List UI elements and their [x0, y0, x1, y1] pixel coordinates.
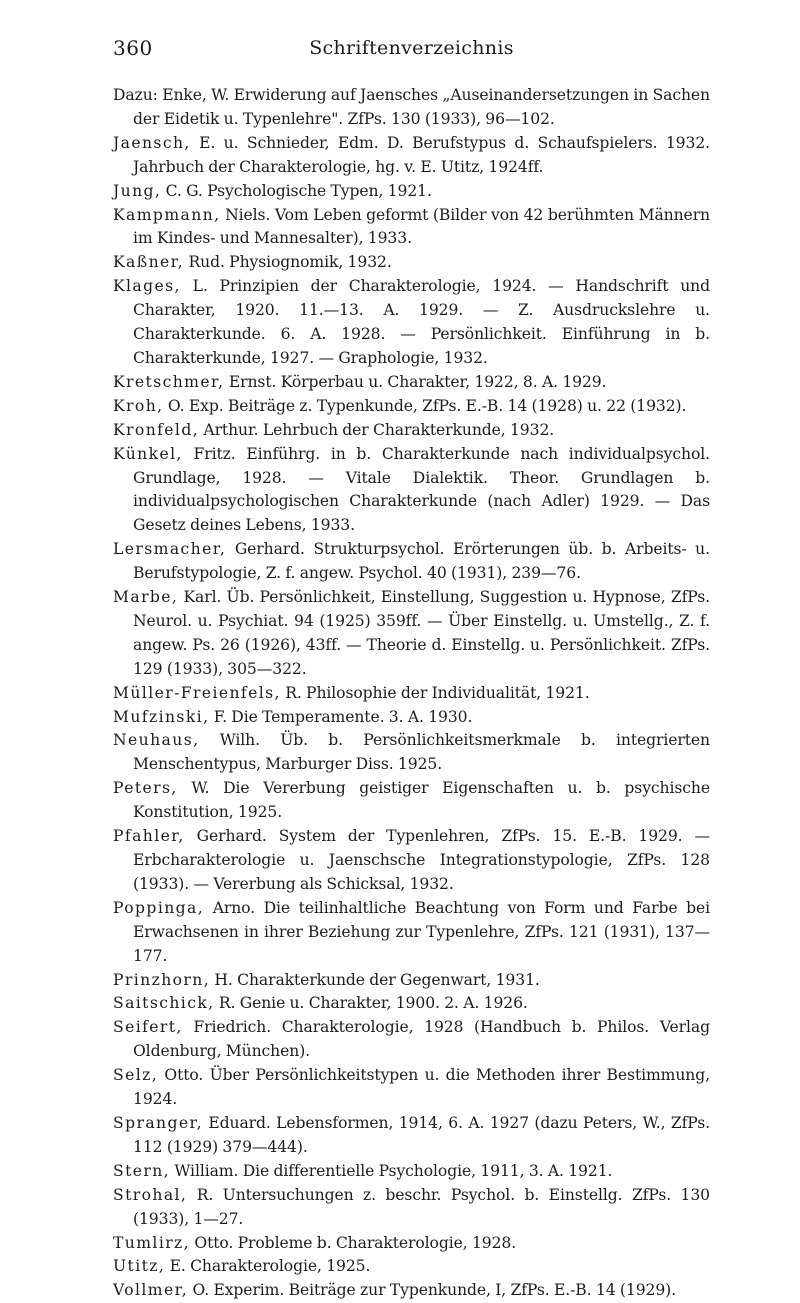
bibliography-entry — [113, 1232, 710, 1256]
bibliography-entry — [113, 251, 710, 275]
entry-author: Tumlirz, — [113, 1233, 191, 1252]
bibliography-entry — [113, 180, 710, 204]
entry-author: Kronfeld, — [113, 420, 200, 439]
entry-text: Wilh. Üb. b. Persönlichkeitsmerkmale b. integrierten Menschentypus, Marburger Diss. 1925. — [133, 731, 710, 774]
entry-text: F. Die Temperamente. 3. A. 1930. — [209, 707, 473, 726]
entry-text: Gerhard. Strukturpsychol. Erörterungen üb. b. Arbeits- u. Berufstypologie, Z. f. angew. Psychol. 40 (1931), 239—76. — [133, 540, 710, 583]
entry-text: R. Philosophie der Individualität, 1921. — [280, 683, 590, 702]
bibliography-entry — [113, 1112, 710, 1160]
page-header — [113, 36, 710, 68]
bibliography-entry — [113, 132, 710, 180]
entry-author: Mufzinski, — [113, 707, 210, 726]
bibliography-entry — [113, 992, 710, 1016]
bibliography-entry — [113, 204, 710, 252]
bibliography-entry — [113, 729, 710, 777]
entry-author: Kampmann, — [113, 205, 221, 224]
entry-author: Lersmacher, — [113, 540, 227, 559]
bibliography-entry — [113, 1255, 710, 1279]
entry-author: Spranger, — [113, 1113, 203, 1132]
bibliography-entry — [113, 275, 710, 371]
entry-author: Utitz, — [113, 1257, 166, 1276]
entry-text: O. Experim. Beiträge zur Typenkunde, I, ZfPs. E.-B. 14 (1929). — [188, 1281, 676, 1300]
entry-author: Strohal, — [113, 1185, 188, 1204]
bibliography-entry — [113, 1184, 710, 1232]
entry-author: Pfahler, — [113, 827, 185, 846]
entry-text: R. Untersuchungen z. beschr. Psychol. b. Einstellg. ZfPs. 130 (1933), 1—27. — [133, 1185, 710, 1228]
entry-text: W. Die Vererbung geistiger Eigenschaften u. b. psychische Konstitution, 1925. — [133, 779, 710, 822]
entry-author: Selz, — [113, 1066, 159, 1085]
bibliography-entry — [113, 443, 710, 539]
entry-author: Vollmer, — [113, 1281, 189, 1300]
entry-text: Dazu: Enke, W. Erwiderung auf Jaensches „Auseinandersetzungen in Sachen der Eidetik u. Typenlehre". ZfPs. 130 (1933), 96—102. — [113, 86, 710, 128]
bibliography-entry — [113, 1064, 710, 1112]
bibliography-entry — [113, 395, 710, 419]
entry-author: Müller-Freienfels, — [113, 683, 281, 702]
entry-text: E. Charakterologie, 1925. — [165, 1257, 371, 1276]
bibliography-entry — [113, 777, 710, 825]
entry-text: Rud. Physiognomik, 1932. — [184, 253, 392, 272]
entry-author: Marbe, — [113, 588, 179, 607]
bibliography-entry — [113, 969, 710, 993]
entry-author: Seifert, — [113, 1018, 183, 1037]
entry-author: Kroh, — [113, 396, 164, 415]
bibliography-entry — [113, 586, 710, 682]
entry-text: Otto. Probleme b. Charakterologie, 1928. — [190, 1233, 517, 1252]
bibliography-entry — [113, 1160, 710, 1184]
entry-text: Karl. Üb. Persönlichkeit, Einstellung, Suggestion u. Hypnose, ZfPs. Neurol. u. Psychiat. 94 (1925) 359ff. — Über Einstellg. u. Umstellg., Z. f. angew. Ps. 26 (1926), 43ff. — Theorie d. Einstellg. u. Persönlichkeit. ZfPs. 129 (1933), 305—322. — [133, 588, 710, 678]
bibliography-entry — [113, 825, 710, 897]
entry-text: Eduard. Lebensformen, 1914, 6. A. 1927 (dazu Peters, W., ZfPs. 112 (1929) 379—444). — [133, 1113, 710, 1156]
bibliography-entry — [113, 538, 710, 586]
entry-author: Kaßner, — [113, 253, 185, 272]
bibliography-entry — [113, 84, 710, 132]
entry-text: O. Exp. Beiträge z. Typenkunde, ZfPs. E.-B. 14 (1928) u. 22 (1932). — [163, 396, 687, 415]
entry-text: Ernst. Körperbau u. Charakter, 1922, 8. A. 1929. — [224, 372, 607, 391]
entry-text: Niels. Vom Leben geformt (Bilder von 42 berühmten Männern im Kindes- und Mannesalter), 1933. — [133, 205, 710, 248]
entry-author: Jung, — [113, 181, 162, 200]
entry-author: Poppinga, — [113, 898, 205, 917]
bibliography-entry — [113, 371, 710, 395]
entry-text: William. Die differentielle Psychologie, 1911, 3. A. 1921. — [170, 1161, 613, 1180]
entry-author: Neuhaus, — [113, 731, 200, 750]
bibliography-entry — [113, 706, 710, 730]
entry-author: Saitschick, — [113, 994, 215, 1013]
entry-author: Kretschmer, — [113, 372, 225, 391]
entry-author: Prinzhorn, — [113, 970, 211, 989]
entry-author: Peters, — [113, 779, 178, 798]
entry-text: R. Genie u. Charakter, 1900. 2. A. 1926. — [214, 994, 528, 1013]
entry-text: H. Charakterkunde der Gegenwart, 1931. — [210, 970, 540, 989]
bibliography-entry — [113, 419, 710, 443]
page-number: 360 — [113, 36, 153, 60]
bibliography-entry — [113, 1016, 710, 1064]
entry-text: L. Prinzipien der Charakterologie, 1924. — Handschrift und Charakter, 1920. 11.—13. A. 1929. — Z. Ausdruckslehre u. Charakterkunde. 6. A. 1928. — Persönlichkeit. Einführung in b. Charakterkunde, 1927. — Graphologie, 1932. — [133, 277, 710, 367]
entry-author: Stern, — [113, 1161, 171, 1180]
entry-text: Gerhard. System der Typenlehren, ZfPs. 15. E.-B. 1929. — Erbcharakterologie u. Jaenschsche Integrationstypologie, ZfPs. 128 (1933). — Vererbung als Schicksal, 1932. — [133, 827, 710, 893]
entry-text: Arthur. Lehrbuch der Charakterkunde, 1932. — [199, 420, 555, 439]
entry-author: Klages, — [113, 277, 181, 296]
entry-text: Arno. Die teilinhaltliche Beachtung von Form und Farbe bei Erwachsenen in ihrer Beziehung zur Typenlehre, ZfPs. 121 (1931), 137—177. — [133, 898, 710, 965]
bibliography-list — [113, 84, 710, 1303]
entry-text: Otto. Über Persönlichkeitstypen u. die Methoden ihrer Bestimmung, 1924. — [133, 1066, 710, 1109]
entry-author: Jaensch, — [113, 133, 191, 152]
bibliography-entry — [113, 897, 710, 969]
entry-text: E. u. Schnieder, Edm. D. Berufstypus d. Schaufspielers. 1932. Jahrbuch der Charakterologie, hg. v. E. Utitz, 1924ff. — [133, 133, 710, 176]
entry-text: Friedrich. Charakterologie, 1928 (Handbuch b. Philos. Verlag Oldenburg, München). — [133, 1018, 710, 1061]
bibliography-entry — [113, 1279, 710, 1303]
bibliography-entry — [113, 682, 710, 706]
entry-text: Fritz. Einführg. in b. Charakterkunde nach individualpsychol. Grundlage, 1928. — Vitale Dialektik. Theor. Grundlagen b. individualpsychologischen Charakterkunde (nach Adler) 1929. — Das Gesetz deines Lebens, 1933. — [133, 444, 710, 535]
entry-text: C. G. Psychologische Typen, 1921. — [161, 181, 432, 200]
entry-author: Künkel, — [113, 444, 183, 463]
running-title: Schriftenverzeichnis — [309, 37, 514, 59]
